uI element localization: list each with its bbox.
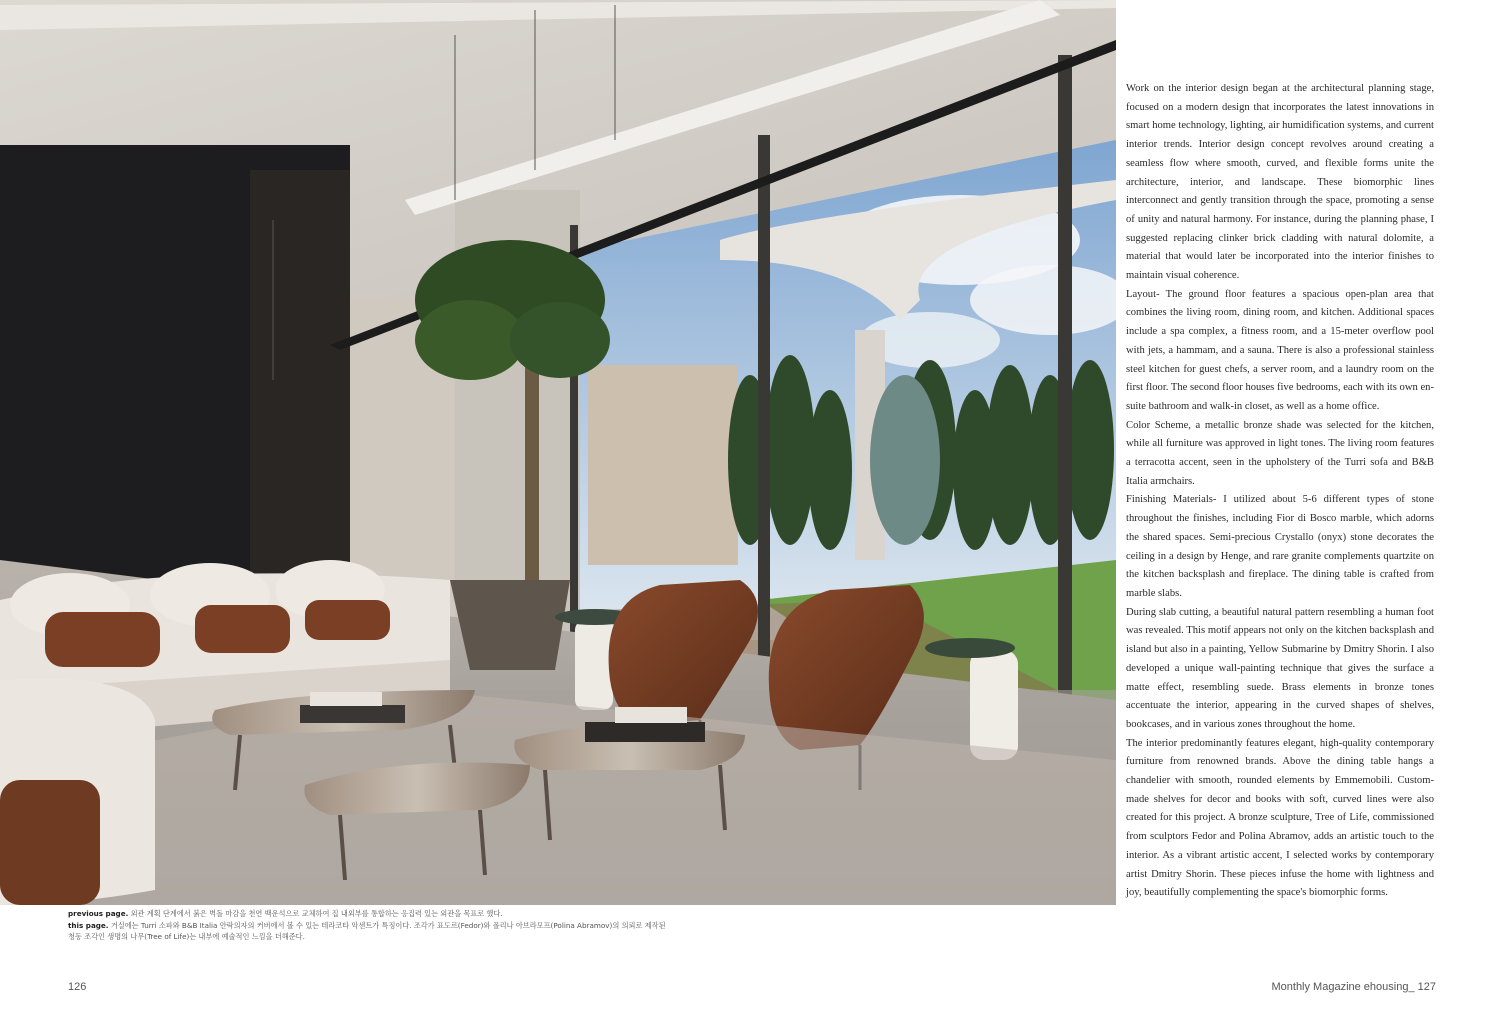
caption-text: 거실에는 Turri 소파와 B&B Italia 안락의자의 커버에서 볼 수 있는 테라코타 악센트가 특징이다. 조각가 표도르(Fedor)와 폴리나 아브라모프(Polina Abramov)의 의뢰로 제작된 bbox=[110, 920, 666, 930]
photo-captions bbox=[68, 908, 728, 943]
caption-text: 외관 계획 단계에서 붉은 벽돌 마감을 천연 백운석으로 교체하여 집 내외부를 통합하는 응집력 있는 외관을 목표로 했다. bbox=[130, 909, 503, 918]
page-footer-right: Monthly Magazine ehousing_ 127 bbox=[1271, 981, 1436, 993]
caption-label: previous page. bbox=[68, 909, 129, 918]
caption-this-page bbox=[68, 920, 728, 932]
caption-previous-page bbox=[68, 908, 728, 920]
article-paragraph: During slab cutting, a beautiful natural pattern resembling a human foot was revealed. This motif appears not only on the kitchen backsplash and island but also in a painting, Yellow Submarine by Dmitry Shorin. I also developed a unique wall-painting technique that gives the surface a matte effect, resembling suede. Brass elements in bronze tones accentuate the interior, appearing in the curved shapes of shelves, bookcases, and in various zones throughout the home. bbox=[1126, 606, 1434, 730]
page-number-left: 126 bbox=[68, 981, 87, 993]
article-body bbox=[1126, 80, 1434, 903]
article-paragraph: Finishing Materials- I utilized about 5-6 different types of stone throughout the finishes, including Fior di Bosco marble, which adorns the shared spaces. Semi-precious Crystallo (onyx) stone decorates the ceiling in a design by Henge, and rare granite complements quartzite on the kitchen backsplash and fireplace. The dining table is crafted from marble slabs. bbox=[1126, 494, 1434, 599]
article-paragraph: Layout- The ground floor features a spacious open-plan area that combines the living room, dining room, and kitchen. Additional spaces include a spa complex, a fitness room, and a 15-meter overflow pool with jets, a hammam, and a sauna. There is also a professional stainless steel kitchen for guest chefs, a server room, and a laundry room on the first floor. The second floor houses five bedrooms, each with its own en-suite bathroom and walk-in closet, as well as a home office. bbox=[1126, 288, 1434, 412]
article-paragraph: Color Scheme, a metallic bronze shade was selected for the kitchen, while all furniture was approved in light tones. The living room features a terracotta accent, seen in the upholstery of the Turri sofa and B&B Italia armchairs. bbox=[1126, 419, 1434, 487]
article-paragraph: The interior predominantly features elegant, high-quality contemporary furniture from renowned brands. Above the dining table hangs a chandelier with smooth, rounded elements by Emmemobili. Custom-made shelves for decor and books with soft, curved lines were also created for this project. A bronze sculpture, Tree of Life, commissioned from sculptors Fedor and Polina Abramov, adds an artistic touch to the interior. As a vibrant artistic accent, I selected works by contemporary artist Dmitry Shorin. These pieces infuse the home with lightness and joy, beautifully complementing the space's biomorphic forms. bbox=[1126, 737, 1434, 899]
caption-this-page-cont: 청동 조각인 생명의 나무(Tree of Life)는 내부에 예술적인 느낌을 더해준다. bbox=[68, 932, 305, 942]
article-paragraph: Work on the interior design began at the architectural planning stage, focused on a modern design that incorporates the latest innovations in smart home technology, lighting, air humidification systems, and current interior trends. Interior design concept revolves around creating a seamless flow where smooth, curved, and flexible forms unite the architecture, interior, and landscape. These biomorphic lines interconnect and gently transition through the space, promoting a sense of unity and natural harmony. For instance, during the planning phase, I suggested replacing clinker brick cladding with natural dolomite, a material that would later be incorporated into the interior finishes to maintain visual coherence. bbox=[1126, 83, 1434, 282]
caption-label: this page. bbox=[68, 920, 109, 930]
